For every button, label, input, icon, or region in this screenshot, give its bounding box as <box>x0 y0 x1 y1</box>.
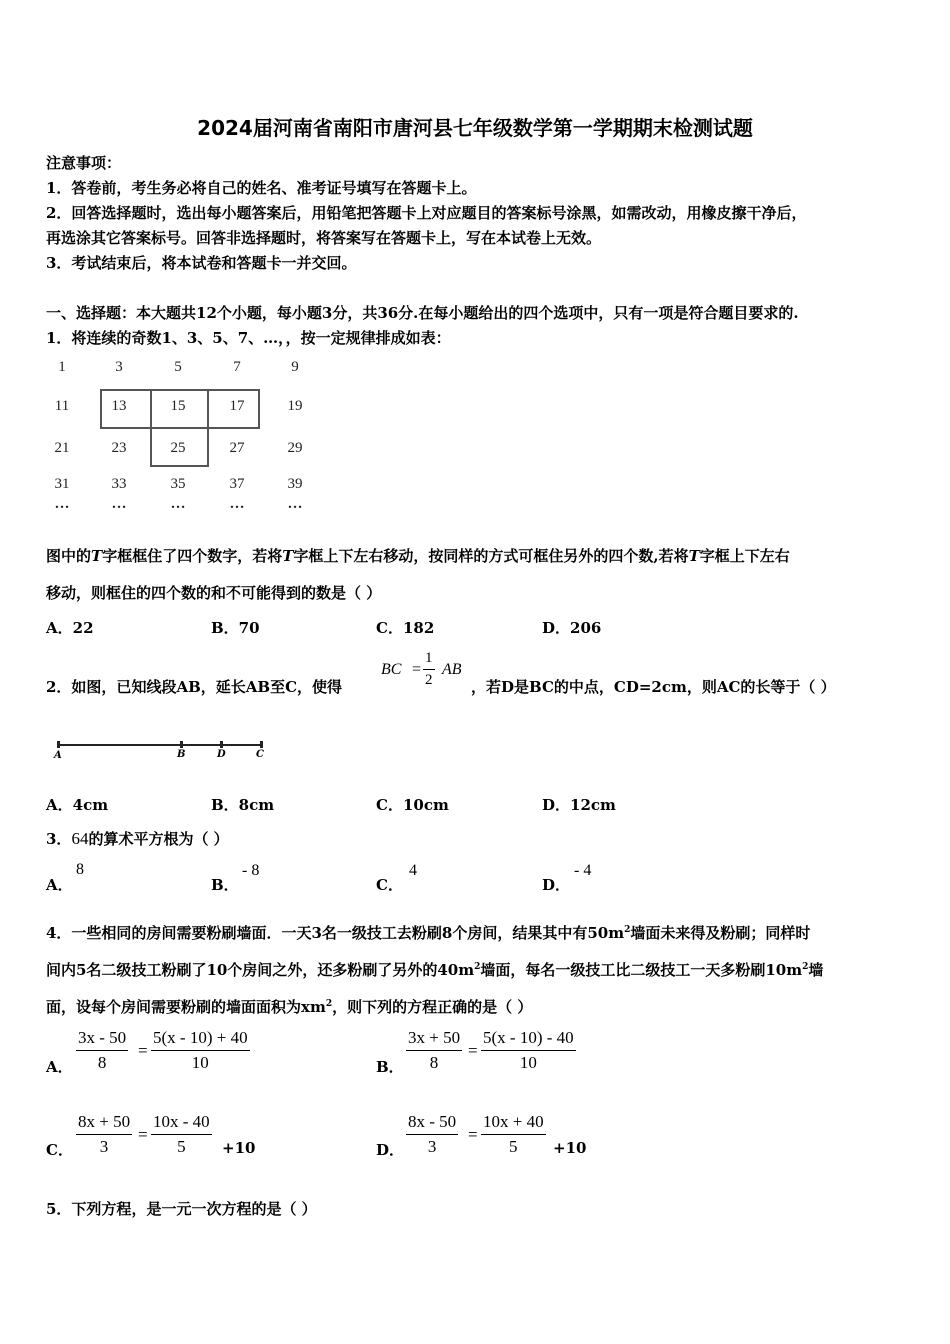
q4-option-c-frac-right: $\frac{10x - 40}{5}$ <box>153 1112 210 1156</box>
note-2a: 2．回答选择题时，选出每小题答案后，用铅笔把答题卡上对应题目的答案标号涂黑，如需改动，用橡皮擦干净后， <box>46 204 807 222</box>
table-cell: 35 <box>170 476 186 492</box>
q3-option-c-value: 4 <box>409 862 417 879</box>
table-cell: 17 <box>229 398 245 414</box>
q4-option-b-label[interactable]: B． <box>376 1058 404 1076</box>
table-cell: 21 <box>54 440 70 456</box>
q2-option-c[interactable]: C．10cm <box>376 796 449 814</box>
q3-option-b-value: - 8 <box>242 862 260 879</box>
q4-option-a-eq: = <box>138 1041 148 1060</box>
q3-value: 64 <box>71 829 89 848</box>
q2-option-d[interactable]: D．12cm <box>542 796 616 814</box>
q2-option-b[interactable]: B．8cm <box>211 796 275 814</box>
t-frame-box <box>150 427 209 467</box>
q4-option-a-frac-right: $\frac{5(x - 10) + 40}{10}$ <box>153 1028 248 1072</box>
table-cell: 23 <box>111 440 127 456</box>
point-label-b: B <box>177 749 186 760</box>
q4-option-c-label[interactable]: C． <box>46 1141 73 1159</box>
table-cell: 15 <box>170 398 186 414</box>
q4-option-a-frac-left: $\frac{3x - 50}{8}$ <box>78 1028 127 1072</box>
q3-stem: 3．64的算术平方根为（ ） <box>46 829 229 848</box>
t-letter: T <box>688 547 700 565</box>
ellipsis: … <box>170 496 186 512</box>
q4-option-b-eq: = <box>468 1041 478 1060</box>
notes-heading: 注意事项： <box>46 154 122 172</box>
page-title: 2024届河南省南阳市唐河县七年级数学第一学期期末检测试题 <box>197 116 753 140</box>
q4-option-d-frac-left: $\frac{8x - 50}{3}$ <box>408 1112 457 1156</box>
q3-option-c-label[interactable]: C． <box>376 876 403 894</box>
q4-option-b-frac-left: $\frac{3x + 50}{8}$ <box>408 1028 461 1072</box>
table-cell: 31 <box>54 476 70 492</box>
table-cell: 9 <box>291 359 299 375</box>
q1-stem: 1．将连续的奇数1、3、5、7、…，，按一定规律排成如表： <box>46 329 451 347</box>
note-3: 3．考试结束后，将本试卷和答题卡一并交回。 <box>46 254 357 272</box>
segment-tick <box>260 741 263 748</box>
segment-tick <box>57 741 60 748</box>
q5-stem: 5．下列方程，是一元一次方程的是（ ） <box>46 1200 317 1218</box>
table-cell: 13 <box>111 398 127 414</box>
segment-tick <box>180 741 183 748</box>
table-cell: 19 <box>287 398 303 414</box>
q2-post: ，若D是BC的中点，CD=2cm，则AC的长等于（ ） <box>471 678 836 696</box>
q2-formula: BC <box>381 661 402 678</box>
q2-option-a[interactable]: A．4cm <box>46 796 109 814</box>
point-label-c: C <box>256 749 264 760</box>
q4-option-d-eq: = <box>468 1125 478 1144</box>
table-cell: 7 <box>233 359 241 375</box>
q1-option-a[interactable]: A．22 <box>46 619 94 637</box>
table-cell: 11 <box>54 398 70 414</box>
q1-text-line2: 移动，则框住的四个数的和不可能得到的数是（ ） <box>46 584 382 602</box>
q1-option-b[interactable]: B．70 <box>211 619 260 637</box>
q4-line3: 面，设每个房间需要粉刷的墙面面积为$xm^2$，则下列的方程正确的是（ ） <box>46 998 533 1016</box>
segment-line <box>58 744 263 746</box>
table-cell: 29 <box>287 440 303 456</box>
q2-pre: 2．如图，已知线段AB，延长AB至C，使得 <box>46 678 343 696</box>
ellipsis: … <box>229 496 245 512</box>
segment-tick <box>220 741 223 748</box>
q2-eq-sign: = <box>412 661 422 678</box>
q3-option-a-value: 8 <box>76 861 84 878</box>
q4-option-c-tail: +10 <box>222 1139 256 1157</box>
q4-line2: 间内5名二级技工粉刷了10个房间之外，还多粉刷了另外的$40m^2$墙面，每名一级技工比二级技工一天多粉刷$10m^2$墙 <box>46 961 824 979</box>
q1-option-c[interactable]: C．182 <box>376 619 435 637</box>
ellipsis: … <box>54 496 70 512</box>
table-cell: 3 <box>115 359 123 375</box>
table-cell: 37 <box>229 476 245 492</box>
q3-option-d-value: - 4 <box>574 862 592 879</box>
note-2b: 再选涂其它答案标号。回答非选择题时，将答案写在答题卡上，写在本试卷上无效。 <box>46 229 602 247</box>
t-letter: T <box>282 547 294 565</box>
q3-option-a-label[interactable]: A． <box>46 876 73 894</box>
q4-option-a-label[interactable]: A． <box>46 1058 73 1076</box>
q4-option-c-eq: = <box>138 1125 148 1144</box>
q2-rhs: AB <box>442 661 462 678</box>
table-cell: 1 <box>58 359 66 375</box>
q4-option-d-label[interactable]: D． <box>376 1141 405 1159</box>
table-cell: 39 <box>287 476 303 492</box>
point-label-a: A <box>54 750 62 761</box>
q1-option-d[interactable]: D．206 <box>542 619 602 637</box>
ellipsis: … <box>111 496 127 512</box>
q1-text-line1: 图中的T字框框住了四个数字，若将T字框上下左右移动，按同样的方式可框住另外的四个数,若将T字框上下左右 <box>46 547 790 565</box>
note-1: 1．答卷前，考生务必将自己的姓名、准考证号填写在答题卡上。 <box>46 179 477 197</box>
point-label-d: D <box>217 749 226 760</box>
q3-option-b-label[interactable]: B． <box>211 876 239 894</box>
q4-line1: 4．一些相同的房间需要粉刷墙面．一天3名一级技工去粉刷8个房间，结果其中有$50m^2$墙面未来得及粉刷；同样时 <box>46 924 811 942</box>
t-letter: T <box>91 547 103 565</box>
q2-fraction: $\frac{1}{2}$ <box>425 650 433 688</box>
table-cell: 25 <box>170 440 186 456</box>
ellipsis: … <box>287 496 303 512</box>
q4-option-d-tail: +10 <box>553 1139 587 1157</box>
table-cell: 5 <box>174 359 182 375</box>
t-frame-box <box>150 389 209 429</box>
section-heading: 一、选择题：本大题共12个小题，每小题3分，共36分.在每小题给出的四个选项中，只有一项是符合题目要求的. <box>46 304 799 322</box>
q3-option-d-label[interactable]: D． <box>542 876 571 894</box>
t-frame-box <box>207 389 260 429</box>
table-cell: 33 <box>111 476 127 492</box>
q4-option-c-frac-left: $\frac{8x + 50}{3}$ <box>78 1112 131 1156</box>
table-cell: 27 <box>229 440 245 456</box>
q4-option-b-frac-right: $\frac{5(x - 10) - 40}{10}$ <box>483 1028 574 1072</box>
t-frame-box <box>100 389 152 429</box>
q4-option-d-frac-right: $\frac{10x + 40}{5}$ <box>483 1112 544 1156</box>
